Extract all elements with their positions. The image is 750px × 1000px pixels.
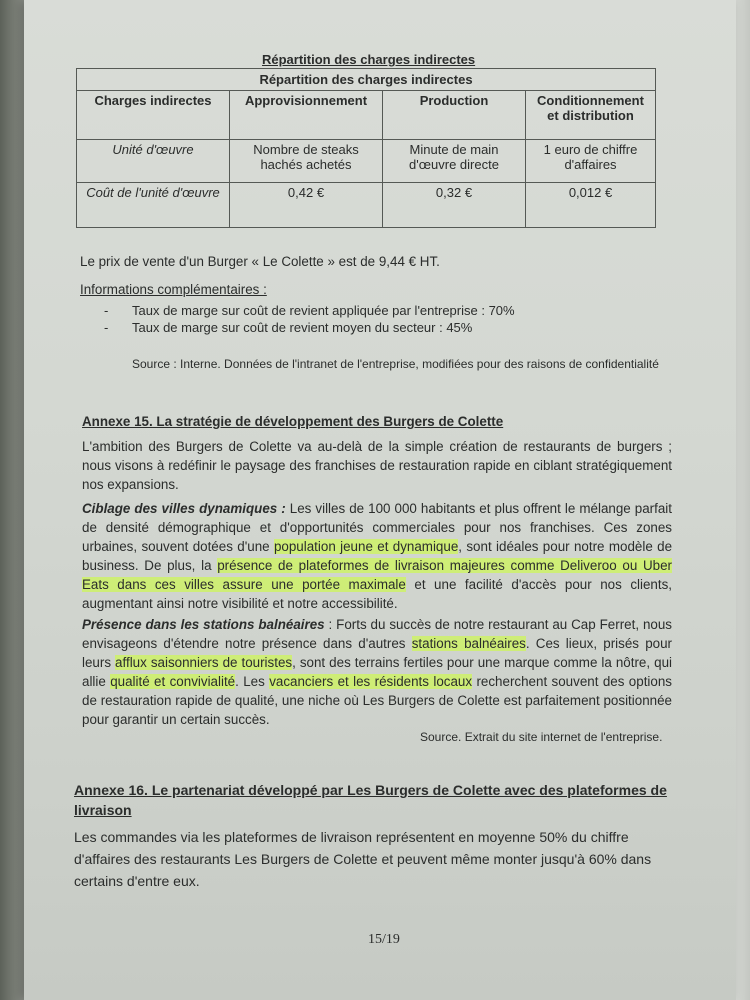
highlight: stations balnéaires: [411, 636, 526, 651]
col-header-approvisionnement: Approvisionnement: [230, 91, 383, 140]
paragraph-text: Les villes de 100 000 habitants et plus offrent le mélange parfait de densité démographique et d'opportunités commerciales pour nos franchises. Ces zones urbaines, souvent dotées d'une: [82, 501, 672, 554]
highlight: afflux saisonniers de touristes: [115, 655, 293, 670]
paragraph-text: . Les: [235, 674, 270, 689]
list-item: - Taux de marge sur coût de revient moyen du secteur : 45%: [104, 319, 664, 336]
annexe15-source: Source. Extrait du site internet de l'entreprise.: [420, 730, 663, 744]
table-cell: 0,32 €: [383, 183, 526, 228]
highlight: qualité et convivialité: [110, 674, 236, 689]
price-line: Le prix de vente d'un Burger « Le Colette » est de 9,44 € HT.: [80, 254, 440, 269]
table-cell: 1 euro de chiffre d'affaires: [526, 140, 656, 183]
paragraph-text: , sont idéales pour notre modèle de business. De plus, la: [82, 539, 673, 573]
table-cell: Nombre de steaks hachés achetés: [230, 140, 383, 183]
paragraph-text: recherchent souvent des options de restauration rapide de qualité, une niche où Les Burgers de Colette est parfaitement positionnée pour garantir un certain succès.: [82, 674, 672, 727]
table-column-headers: [77, 91, 656, 140]
highlight: population jeune et dynamique: [273, 539, 459, 554]
table-cell: Minute de main d'œuvre directe: [383, 140, 526, 183]
row-label-unite: Unité d'œuvre: [77, 140, 230, 183]
info-source: Source : Interne. Données de l'intranet de l'entreprise, modifiées pour des raisons de confidentialité: [132, 357, 659, 371]
paragraph-label: Présence dans les stations balnéaires: [82, 617, 325, 632]
highlight: vacanciers et les résidents locaux: [269, 674, 473, 689]
table-caption: Répartition des charges indirectes: [262, 52, 476, 67]
annexe16-title: Annexe 16. Le partenariat développé par Les Burgers de Colette avec des plateformes de livraison: [74, 782, 667, 818]
table-row: [77, 183, 656, 228]
annexe15-title: Annexe 15. La stratégie de développement des Burgers de Colette: [82, 414, 504, 429]
paragraph-text: . Ces lieux, prisés pour leurs: [82, 636, 672, 670]
table-cell: 0,42 €: [230, 183, 383, 228]
page-number: 15/19: [368, 932, 400, 947]
annexe16-text: Les commandes via les plateformes de livraison représentent en moyenne 50% du chiffre d'affaires des restaurants Les Burgers de Colette et peuvent même monter jusqu'à 60% dans certains d'entre eux.: [74, 829, 652, 889]
table-header-row: [77, 69, 656, 91]
highlight: présence de plateformes de livraison majeures comme Deliveroo ou Uber Eats dans ces villes assure une portée maximale: [82, 558, 673, 592]
annexe15-paragraph-stations: [82, 615, 672, 729]
table-row: [77, 140, 656, 183]
paragraph-text: : Forts du succès de notre restaurant au Cap Ferret, nous envisageons d'étendre notre présence dans d'autres: [82, 617, 672, 651]
info-list: [104, 302, 664, 336]
col-header-conditionnement: Conditionnement et distribution: [526, 91, 656, 140]
info-title: Informations complémentaires :: [80, 282, 267, 297]
paragraph-text: , sont des terrains fertiles pour une marque comme la nôtre, qui allie: [82, 655, 672, 689]
indirect-charges-table: [76, 68, 656, 228]
paragraph-label: Ciblage des villes dynamiques :: [82, 501, 286, 516]
row-label-cout: Coût de l'unité d'œuvre: [77, 183, 230, 228]
annexe15-intro: L'ambition des Burgers de Colette va au-delà de la simple création de restaurants de burgers ; nous visons à redéfinir le paysage des franchises de restauration rapide en ciblant stratégiquement nos expansions.: [82, 439, 672, 492]
annexe15-paragraph-villes: [82, 499, 672, 613]
table-merged-header: Répartition des charges indirectes: [77, 69, 656, 91]
table-cell: 0,012 €: [526, 183, 656, 228]
col-header-charges: Charges indirectes: [77, 91, 230, 140]
paragraph-text: et une facilité d'accès pour nos clients, augmentant ainsi notre visibilité et notre accessibilité.: [82, 577, 672, 611]
list-item: - Taux de marge sur coût de revient appliquée par l'entreprise : 70%: [104, 302, 664, 319]
col-header-production: Production: [383, 91, 526, 140]
